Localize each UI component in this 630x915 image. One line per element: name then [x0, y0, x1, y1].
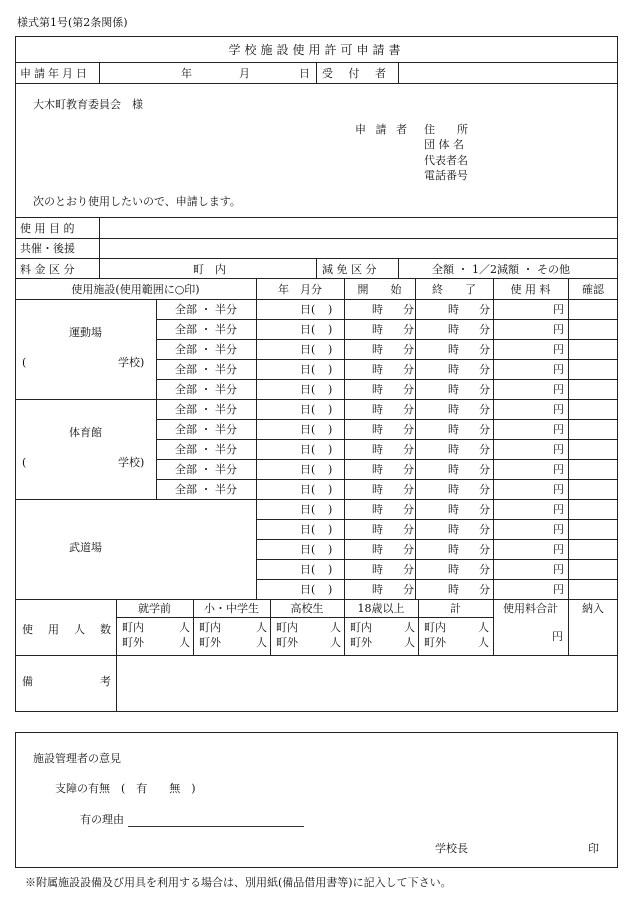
range-choice: 全部 ・ 半分 — [175, 403, 237, 416]
fee-yen: 円 — [553, 583, 564, 596]
paren-close: ) — [328, 383, 333, 396]
start-minute: 分 — [403, 563, 414, 576]
category-high-school: 高校生 — [290, 602, 324, 615]
fee-yen: 円 — [553, 363, 564, 376]
day-cell: 日( — [300, 363, 316, 376]
category-adult: 18歳以上 — [357, 602, 405, 615]
seal-label: 印 — [588, 842, 599, 855]
start-minute: 分 — [403, 343, 414, 356]
school-suffix: 学校) — [118, 356, 145, 369]
date-month-label: 月 — [239, 67, 250, 80]
out-town-label: 町外 — [276, 636, 298, 649]
range-choice: 全部 ・ 半分 — [175, 483, 237, 496]
opinion-title: 施設管理者の意見 — [33, 752, 121, 765]
end-hour: 時 — [448, 483, 459, 496]
start-minute: 分 — [403, 523, 414, 536]
end-minute: 分 — [479, 303, 490, 316]
person-unit: 人 — [478, 636, 489, 649]
paren-close: ) — [328, 583, 333, 596]
fee-category-label: 料 金 区 分 — [20, 263, 75, 276]
start-hour: 時 — [372, 303, 383, 316]
school-paren-open: ( — [22, 456, 27, 469]
person-unit: 人 — [330, 636, 341, 649]
day-cell: 日( — [300, 403, 316, 416]
facility-name: 体育館 — [69, 426, 102, 439]
person-unit: 人 — [256, 621, 267, 634]
organization-field-label: 団 体 名 — [424, 138, 464, 151]
start-hour: 時 — [372, 483, 383, 496]
start-minute: 分 — [403, 443, 414, 456]
start-hour: 時 — [372, 523, 383, 536]
principal-label: 学校長 — [435, 842, 468, 855]
paren-close: ) — [328, 403, 333, 416]
school-suffix: 学校) — [118, 456, 145, 469]
paren-close: ) — [328, 423, 333, 436]
day-cell: 日( — [300, 303, 316, 316]
range-choice: 全部 ・ 半分 — [175, 323, 237, 336]
start-minute: 分 — [403, 323, 414, 336]
received-by-label: 受 付 者 — [322, 67, 392, 80]
person-unit: 人 — [478, 621, 489, 634]
paren-close: ) — [328, 503, 333, 516]
phone-field-label: 電話番号 — [424, 169, 468, 182]
end-hour: 時 — [448, 523, 459, 536]
confirm-column-header: 確認 — [582, 283, 604, 296]
start-hour: 時 — [372, 363, 383, 376]
paren-close: ) — [328, 563, 333, 576]
start-hour: 時 — [372, 583, 383, 596]
paren-close: ) — [328, 363, 333, 376]
fee-yen: 円 — [553, 403, 564, 416]
day-cell: 日( — [300, 503, 316, 516]
facility-column-header: 使用施設(使用範囲に○印) — [71, 283, 200, 296]
fee-category-value: 町 内 — [193, 263, 226, 276]
reduction-label: 減 免 区 分 — [322, 263, 377, 276]
start-minute: 分 — [403, 403, 414, 416]
in-town-label: 町内 — [122, 621, 144, 634]
end-hour: 時 — [448, 403, 459, 416]
start-minute: 分 — [403, 503, 414, 516]
end-hour: 時 — [448, 303, 459, 316]
start-hour: 時 — [372, 463, 383, 476]
range-choice: 全部 ・ 半分 — [175, 443, 237, 456]
fee-yen: 円 — [553, 463, 564, 476]
person-unit: 人 — [330, 621, 341, 634]
address-field-label: 住 所 — [424, 123, 468, 136]
end-minute: 分 — [479, 543, 490, 556]
start-hour: 時 — [372, 443, 383, 456]
person-unit: 人 — [404, 636, 415, 649]
person-unit: 人 — [404, 621, 415, 634]
end-minute: 分 — [479, 523, 490, 536]
day-cell: 日( — [300, 423, 316, 436]
day-cell: 日( — [300, 443, 316, 456]
end-hour: 時 — [448, 323, 459, 336]
end-minute: 分 — [479, 323, 490, 336]
start-column-header: 開 始 — [357, 283, 402, 296]
day-cell: 日( — [300, 583, 316, 596]
facility-name: 武道場 — [69, 541, 102, 554]
fee-yen: 円 — [553, 543, 564, 556]
end-minute: 分 — [479, 583, 490, 596]
fee-yen: 円 — [553, 563, 564, 576]
purpose-label: 使 用 目 的 — [20, 222, 75, 235]
date-column-header: 年 月分 — [278, 283, 322, 296]
recipient: 大木町教育委員会 様 — [33, 98, 143, 111]
start-hour: 時 — [372, 383, 383, 396]
application-date-label: 申請年月日 — [20, 67, 90, 80]
facility-name: 運動場 — [69, 326, 102, 339]
end-hour: 時 — [448, 383, 459, 396]
range-choice: 全部 ・ 半分 — [175, 423, 237, 436]
applicant-label: 申 請 者 — [355, 123, 410, 136]
remarks-label-1: 備 — [22, 675, 33, 688]
end-minute: 分 — [479, 403, 490, 416]
reduction-options: 全額 ・ 1／2減額 ・ その他 — [432, 263, 570, 276]
application-statement: 次のとおり使用したいので、申請します。 — [33, 195, 241, 208]
reason-label: 有の理由 — [80, 813, 124, 826]
end-minute: 分 — [479, 363, 490, 376]
start-minute: 分 — [403, 483, 414, 496]
fee-yen: 円 — [553, 383, 564, 396]
start-hour: 時 — [372, 403, 383, 416]
form-title: 学校施設使用許可申請書 — [228, 43, 405, 57]
range-choice: 全部 ・ 半分 — [175, 463, 237, 476]
person-unit: 人 — [179, 621, 190, 634]
end-hour: 時 — [448, 423, 459, 436]
end-minute: 分 — [479, 463, 490, 476]
day-cell: 日( — [300, 483, 316, 496]
in-town-label: 町内 — [424, 621, 446, 634]
range-choice: 全部 ・ 半分 — [175, 383, 237, 396]
total-fee-label: 使用料合計 — [503, 602, 558, 615]
end-column-header: 終 了 — [432, 283, 476, 296]
start-minute: 分 — [403, 303, 414, 316]
start-minute: 分 — [403, 383, 414, 396]
end-minute: 分 — [479, 383, 490, 396]
start-minute: 分 — [403, 463, 414, 476]
out-town-label: 町外 — [122, 636, 144, 649]
fee-yen: 円 — [553, 483, 564, 496]
end-minute: 分 — [479, 563, 490, 576]
start-minute: 分 — [403, 583, 414, 596]
school-paren-open: ( — [22, 356, 27, 369]
start-hour: 時 — [372, 543, 383, 556]
end-minute: 分 — [479, 503, 490, 516]
end-hour: 時 — [448, 583, 459, 596]
paren-close: ) — [328, 463, 333, 476]
start-minute: 分 — [403, 543, 414, 556]
in-town-label: 町内 — [350, 621, 372, 634]
paren-close: ) — [328, 303, 333, 316]
obstacle-question: 支障の有無 ( 有 無 ) — [55, 782, 196, 795]
fee-yen: 円 — [553, 303, 564, 316]
end-hour: 時 — [448, 503, 459, 516]
end-hour: 時 — [448, 363, 459, 376]
range-choice: 全部 ・ 半分 — [175, 363, 237, 376]
date-day-label: 日 — [299, 67, 310, 80]
range-choice: 全部 ・ 半分 — [175, 343, 237, 356]
out-town-label: 町外 — [424, 636, 446, 649]
fee-yen: 円 — [553, 443, 564, 456]
start-hour: 時 — [372, 503, 383, 516]
fee-yen: 円 — [553, 343, 564, 356]
end-hour: 時 — [448, 443, 459, 456]
date-year-label: 年 — [181, 67, 192, 80]
person-unit: 人 — [179, 636, 190, 649]
start-hour: 時 — [372, 343, 383, 356]
day-cell: 日( — [300, 563, 316, 576]
end-minute: 分 — [479, 423, 490, 436]
start-minute: 分 — [403, 363, 414, 376]
day-cell: 日( — [300, 463, 316, 476]
start-minute: 分 — [403, 423, 414, 436]
fee-yen: 円 — [553, 503, 564, 516]
person-unit: 人 — [256, 636, 267, 649]
representative-field-label: 代表者名 — [424, 154, 468, 167]
fee-yen: 円 — [553, 323, 564, 336]
remarks-label-2: 考 — [100, 675, 111, 688]
start-hour: 時 — [372, 423, 383, 436]
footnote: ※附属施設設備及び用具を利用する場合は、別用紙(備品借用書等)に記入して下さい。 — [25, 876, 452, 889]
usage-count-label: 使 用 人 数 — [22, 623, 113, 636]
total-fee-yen: 円 — [552, 630, 563, 643]
day-cell: 日( — [300, 383, 316, 396]
end-hour: 時 — [448, 563, 459, 576]
end-hour: 時 — [448, 343, 459, 356]
reason-line — [128, 826, 304, 827]
paren-close: ) — [328, 523, 333, 536]
paren-close: ) — [328, 543, 333, 556]
day-cell: 日( — [300, 343, 316, 356]
end-hour: 時 — [448, 463, 459, 476]
end-minute: 分 — [479, 483, 490, 496]
start-hour: 時 — [372, 563, 383, 576]
fee-yen: 円 — [553, 423, 564, 436]
out-town-label: 町外 — [199, 636, 221, 649]
end-minute: 分 — [479, 343, 490, 356]
paren-close: ) — [328, 443, 333, 456]
category-elementary-junior: 小・中学生 — [204, 602, 259, 615]
in-town-label: 町内 — [199, 621, 221, 634]
payment-label: 納入 — [582, 602, 604, 615]
form-number: 様式第1号(第2条関係) — [17, 16, 128, 29]
day-cell: 日( — [300, 323, 316, 336]
end-hour: 時 — [448, 543, 459, 556]
in-town-label: 町内 — [276, 621, 298, 634]
paren-close: ) — [328, 483, 333, 496]
category-preschool: 就学前 — [138, 602, 171, 615]
fee-column-header: 使 用 料 — [510, 283, 551, 296]
paren-close: ) — [328, 343, 333, 356]
start-hour: 時 — [372, 323, 383, 336]
day-cell: 日( — [300, 523, 316, 536]
out-town-label: 町外 — [350, 636, 372, 649]
range-choice: 全部 ・ 半分 — [175, 303, 237, 316]
fee-yen: 円 — [553, 523, 564, 536]
paren-close: ) — [328, 323, 333, 336]
category-total: 計 — [450, 602, 461, 615]
day-cell: 日( — [300, 543, 316, 556]
cosponsor-label: 共催・後援 — [20, 242, 75, 255]
end-minute: 分 — [479, 443, 490, 456]
